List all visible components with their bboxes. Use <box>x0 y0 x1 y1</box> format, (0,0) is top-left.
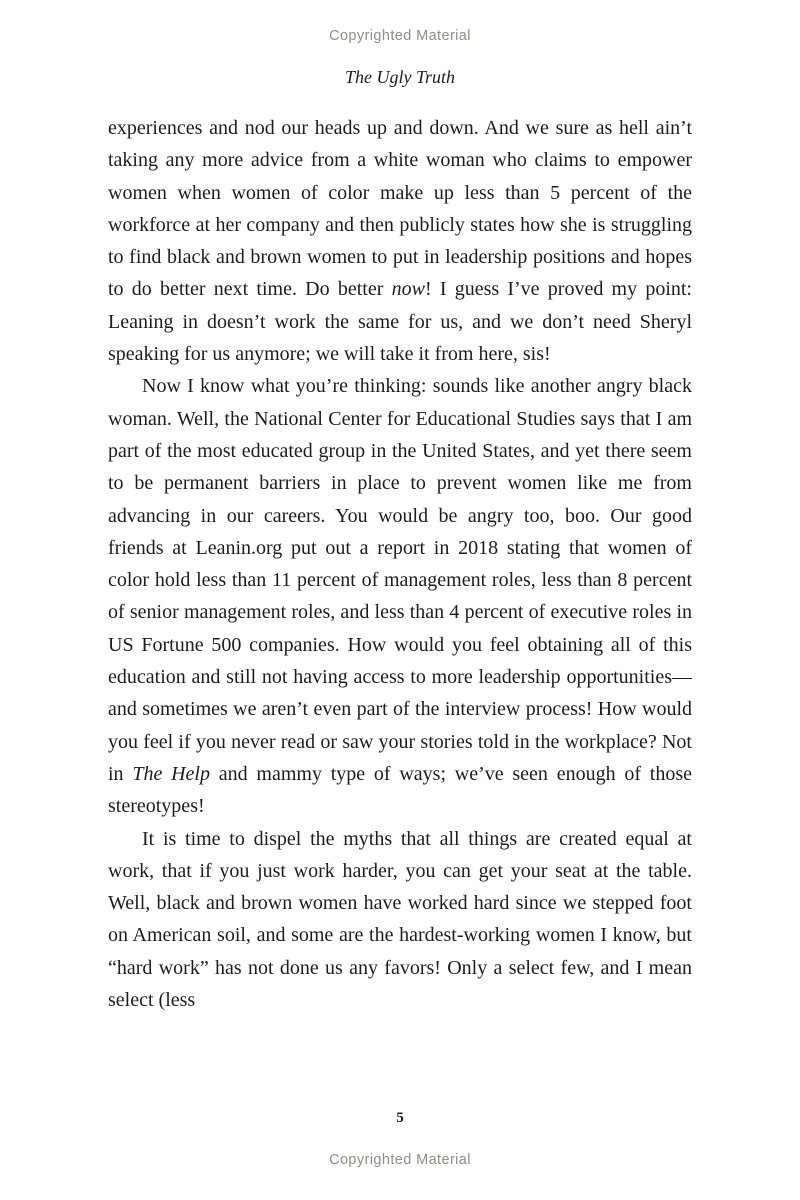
paragraph: It is time to dispel the myths that all things are created equal at work, that if you just work harder, you can get your seat at the table. Well, black and brown women have worked hard since we stepped foot on American soil, and some are the hardest-working women I know, but “hard work” has not done us any favors! Only a select few, and I mean select (less <box>108 827 692 1012</box>
paragraph: Now I know what you’re thinking: sounds like another angry black woman. Well, the National Center for Educational Studies says that I am part of the most educated group in the United States, and yet there seem to be permanent barriers in place to prevent women like me from advancing in our careers. You would be angry too, boo. Our good friends at Leanin.org put out a report in 2018 stating that women of color hold less than 11 percent of management roles, less than 8 percent of senior management roles, and less than 4 percent of executive roles in US Fortune 500 companies. How would you feel obtaining all of this education and still not having access to more leadership opportunities—and sometimes we aren’t even part of the interview process! How would you feel if you never read or saw your stories told in the workplace? Not in The Help and mammy type of ways; we’ve seen enough of those stereotypes! <box>108 375 692 818</box>
copyright-notice-bottom: Copyrighted Material <box>329 1152 471 1168</box>
body-text <box>108 112 692 1016</box>
paragraph: experiences and nod our heads up and down. And we sure as hell ain’t taking any more advice from a white woman who claims to empower women when women of color make up less than 5 percent of the workforce at her company and then publicly states how she is struggling to find black and brown women to put in leadership positions and hopes to do better next time. Do better now! I guess I’ve proved my point: Leaning in doesn’t work the same for us, and we don’t need Sheryl speaking for us anymore; we will take it from here, sis! <box>108 117 692 366</box>
running-header: The Ugly Truth <box>344 67 455 87</box>
page-number: 5 <box>396 1110 404 1126</box>
copyright-notice-top: Copyrighted Material <box>329 28 471 44</box>
